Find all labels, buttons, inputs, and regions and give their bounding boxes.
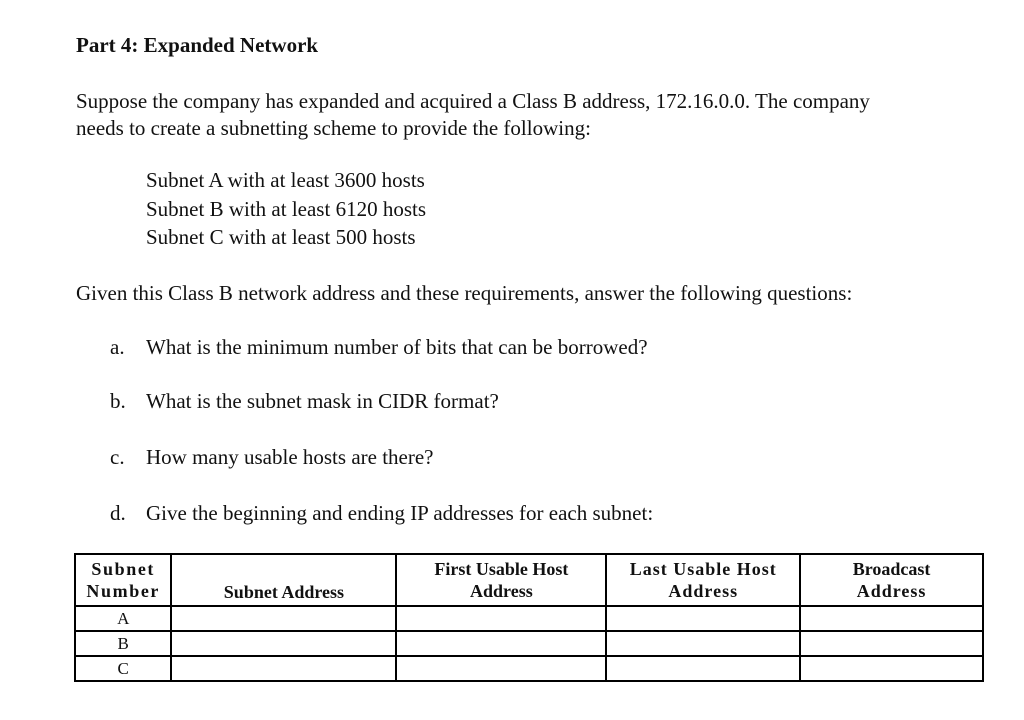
question-a-letter: a. — [110, 335, 125, 359]
cell-last-usable-host[interactable] — [606, 606, 800, 631]
cell-subnet-number: A — [75, 606, 171, 631]
requirement-subnet-c: Subnet C with at least 500 hosts — [146, 225, 416, 249]
cell-first-usable-host[interactable] — [396, 631, 606, 656]
intro-line-1: Suppose the company has expanded and acquired a Class B address, 172.16.0.0. The company — [76, 89, 870, 113]
header-first-usable-host — [396, 554, 606, 606]
table-row — [75, 606, 983, 631]
header-last-usable-host — [606, 554, 800, 606]
header-line: Subnet Address — [223, 582, 345, 602]
subnet-table — [74, 553, 984, 682]
cell-subnet-address[interactable] — [171, 656, 396, 681]
question-d-text: Give the beginning and ending IP addresses for each subnet: — [146, 501, 654, 525]
section-heading: Part 4: Expanded Network — [76, 33, 319, 57]
cell-broadcast-address[interactable] — [800, 631, 983, 656]
header-line: Broadcast — [852, 559, 931, 579]
cell-first-usable-host[interactable] — [396, 656, 606, 681]
header-broadcast-address — [800, 554, 983, 606]
table-row — [75, 656, 983, 681]
header-line: Address — [470, 581, 533, 601]
question-c-letter: c. — [110, 445, 125, 469]
cell-broadcast-address[interactable] — [800, 606, 983, 631]
cell-subnet-number: C — [75, 656, 171, 681]
header-line: Address — [668, 581, 739, 601]
header-line: Last Usable Host — [629, 559, 777, 579]
cell-broadcast-address[interactable] — [800, 656, 983, 681]
cell-last-usable-host[interactable] — [606, 631, 800, 656]
table-row — [75, 631, 983, 656]
requirement-subnet-b: Subnet B with at least 6120 hosts — [146, 197, 426, 221]
intro-paragraph — [76, 88, 976, 142]
question-c-text: How many usable hosts are there? — [146, 445, 434, 469]
cell-subnet-address[interactable] — [171, 631, 396, 656]
header-line: Number — [86, 581, 160, 601]
header-line: Subnet — [91, 559, 156, 579]
cell-subnet-number: B — [75, 631, 171, 656]
question-a-text: What is the minimum number of bits that can be borrowed? — [146, 335, 648, 359]
table-header-row — [75, 554, 983, 606]
instructions-text: Given this Class B network address and these requirements, answer the following questions: — [76, 281, 853, 305]
intro-line-2: needs to create a subnetting scheme to provide the following: — [76, 116, 591, 140]
header-line: First Usable Host — [434, 559, 569, 579]
question-d-letter: d. — [110, 501, 126, 525]
header-subnet-address — [171, 554, 396, 606]
cell-first-usable-host[interactable] — [396, 606, 606, 631]
cell-last-usable-host[interactable] — [606, 656, 800, 681]
header-line: Address — [856, 581, 927, 601]
question-b-text: What is the subnet mask in CIDR format? — [146, 389, 499, 413]
question-b-letter: b. — [110, 389, 126, 413]
requirement-subnet-a: Subnet A with at least 3600 hosts — [146, 168, 425, 192]
cell-subnet-address[interactable] — [171, 606, 396, 631]
header-subnet-number — [75, 554, 171, 606]
